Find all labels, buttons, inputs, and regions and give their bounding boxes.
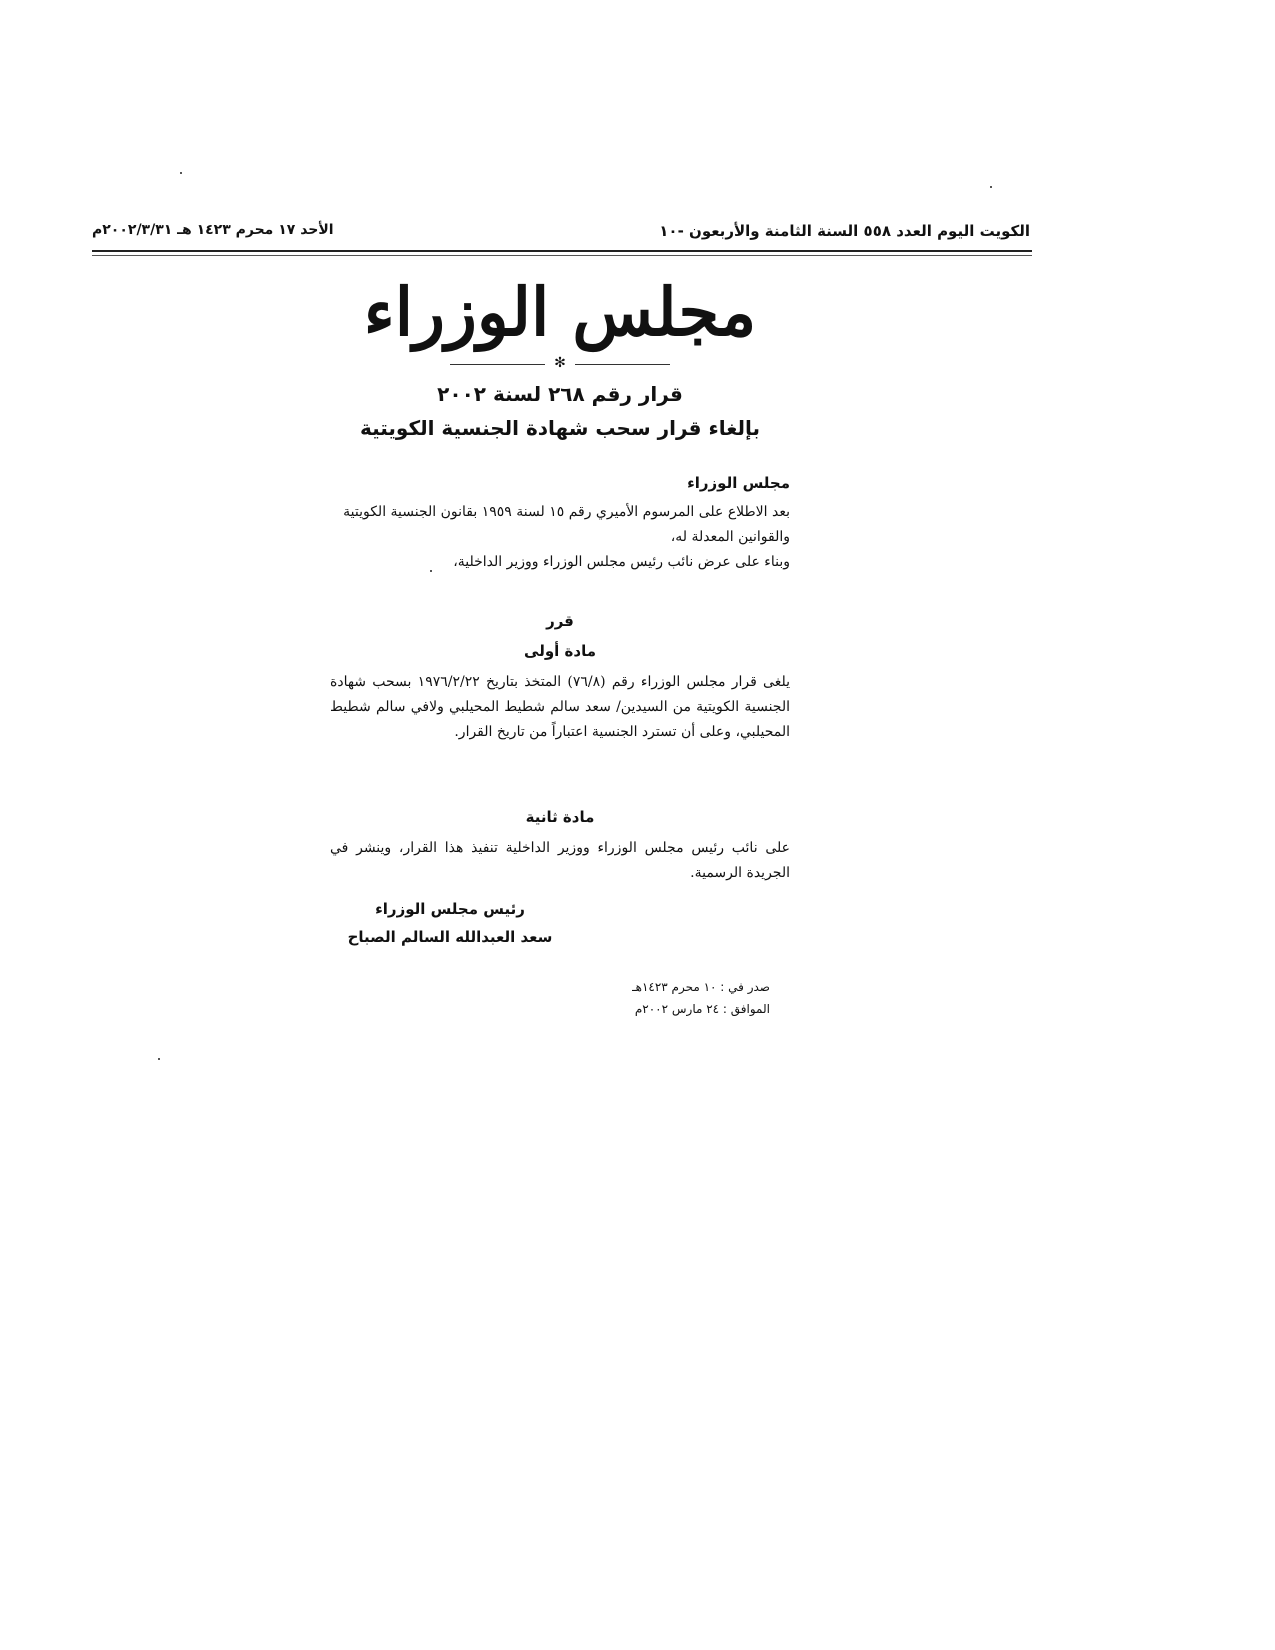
masthead-title: مجلس الوزراء xyxy=(363,273,757,351)
scan-speck xyxy=(158,1058,160,1060)
preamble-paragraph: وبناء على عرض نائب رئيس مجلس الوزراء ووزير الداخلية، xyxy=(453,554,790,570)
signature-title: رئيس مجلس الوزراء xyxy=(375,900,525,918)
preamble-paragraph: بعد الاطلاع على المرسوم الأميري رقم ١٥ لسنة ١٩٥٩ بقانون الجنسية الكويتية والقوانين المعدلة له، xyxy=(343,504,790,545)
scan-speck xyxy=(430,570,432,572)
article-2-text: على نائب رئيس مجلس الوزراء ووزير الداخلية تنفيذ هذا القرار، وينشر في الجريدة الرسمية. xyxy=(330,840,790,881)
article-1-text: يلغى قرار مجلس الوزراء رقم (٧٦/٨) المتخذ بتاريخ ١٩٧٦/٢/٢٢ بسحب شهادة الجنسية الكويتية من السيدين/ سعد سالم شطيط المحيلبي ولافي سالم شطيط المحيلبي، وعلى أن تسترد الجنسية اعتباراً من تاريخ القرار. xyxy=(330,674,790,740)
issue-date-block xyxy=(500,976,770,1020)
header-rule-thin xyxy=(92,255,1032,256)
scan-speck xyxy=(180,172,182,174)
issue-date-gregorian: الموافق : ٢٤ مارس ٢٠٠٢م xyxy=(634,1002,770,1016)
decision-subject: بإلغاء قرار سحب شهادة الجنسية الكويتية xyxy=(359,416,761,440)
header-issue-info: الكويت اليوم العدد ٥٥٨ السنة الثامنة والأربعون -١٠ xyxy=(659,222,1030,240)
article-2-heading: مادة ثانية xyxy=(525,808,595,826)
ornament-icon: ✻ xyxy=(545,352,575,374)
preamble xyxy=(330,500,790,575)
header-date: الأحد ١٧ محرم ١٤٢٣ هـ ٢٠٠٢/٣/٣١م xyxy=(92,222,334,238)
article-1-heading: مادة أولى xyxy=(524,642,596,660)
issue-date-hijri: صدر في : ١٠ محرم ١٤٢٣هـ xyxy=(632,980,770,994)
decided-heading: قرر xyxy=(546,612,574,630)
issuer-heading: مجلس الوزراء xyxy=(687,474,790,492)
header-rule-thick xyxy=(92,250,1032,252)
scan-speck xyxy=(990,186,992,188)
decision-number: قرار رقم ٢٦٨ لسنة ٢٠٠٢ xyxy=(437,382,683,406)
signature-name: سعد العبدالله السالم الصباح xyxy=(347,928,553,946)
